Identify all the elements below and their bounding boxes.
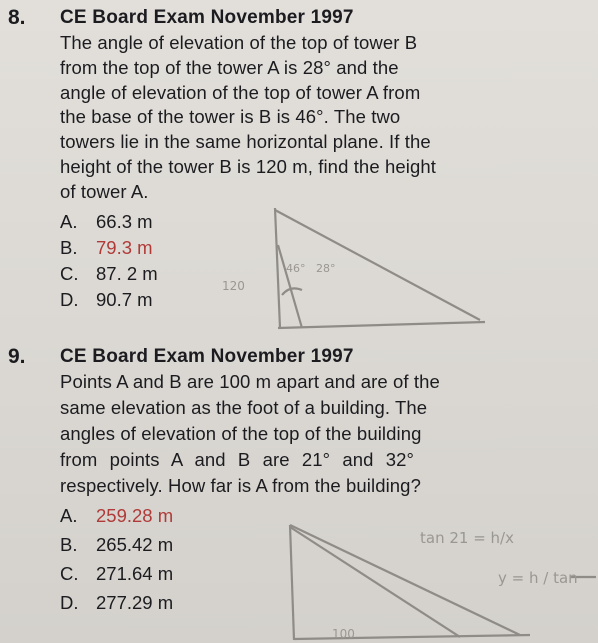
problem-text-line: height of the tower B is 120 m, find the height — [60, 156, 436, 177]
choice-a[interactable] — [60, 505, 173, 527]
sketch-line — [278, 322, 485, 328]
choice-value: 79.3 m — [96, 237, 153, 258]
problem-text-line: angle of elevation of the top of tower A from — [60, 82, 421, 103]
problem-text-line: angles of elevation of the top of the building — [60, 423, 422, 444]
problem-text-line: respectively. How far is A from the building? — [60, 475, 421, 496]
choice-value: 66.3 m — [96, 211, 153, 232]
problem-text-line: Points A and B are 100 m apart and are of the — [60, 371, 440, 392]
choice-letter: C. — [60, 563, 79, 584]
choice-letter: B. — [60, 534, 78, 555]
choice-b[interactable] — [60, 237, 153, 259]
choice-letter: C. — [60, 263, 79, 284]
choice-value: 277.29 m — [96, 592, 174, 613]
sketch-label: 46° — [286, 262, 306, 275]
problem-text-line: towers lie in the same horizontal plane. If the — [60, 131, 431, 152]
sketch-line — [278, 245, 302, 328]
pencil-sketch-building — [270, 505, 596, 643]
pencil-sketch-triangle — [222, 200, 500, 340]
problem-header: CE Board Exam November 1997 — [60, 346, 354, 367]
problem-text-line: of tower A. — [60, 181, 149, 202]
problem-text-line: same elevation as the foot of a building. The — [60, 397, 428, 418]
sketch-line — [290, 525, 294, 640]
sketch-label: 28° — [316, 262, 336, 275]
choice-letter: D. — [60, 289, 79, 310]
choice-c[interactable] — [60, 263, 158, 285]
sketch-label: tan 21 = h/x — [420, 529, 514, 547]
choice-letter: D. — [60, 592, 79, 613]
choice-value: 90.7 m — [96, 289, 153, 310]
choice-b[interactable] — [60, 534, 173, 556]
choice-d[interactable] — [60, 592, 173, 614]
choice-a[interactable] — [60, 211, 153, 233]
choice-letter: B. — [60, 237, 78, 258]
problem-header: CE Board Exam November 1997 — [60, 7, 354, 28]
sketch-line — [275, 208, 280, 328]
choice-letter: A. — [60, 505, 78, 526]
choice-d[interactable] — [60, 289, 153, 311]
choice-letter: A. — [60, 211, 78, 232]
choice-value: 265.42 m — [96, 534, 174, 555]
problem-text-line: The angle of elevation of the top of tower B — [60, 32, 418, 53]
problem-number: 8. — [8, 6, 26, 29]
problem-text-line: from points A and B are 21° and 32° — [60, 449, 415, 470]
sketch-label: y = h / tan — [498, 569, 578, 587]
choice-value: 259.28 m — [96, 505, 174, 526]
choice-value: 87. 2 m — [96, 263, 158, 284]
sketch-line — [275, 210, 480, 320]
sketch-label: 100 — [332, 627, 355, 641]
sketch-label: 120 — [222, 279, 245, 293]
problem-number: 9. — [8, 345, 26, 368]
sketch-line — [294, 635, 530, 639]
problem-text-line: from the top of the tower A is 28° and the — [60, 57, 399, 78]
problem-text-line: the base of the tower is B is 46°. The two — [60, 106, 401, 127]
choice-c[interactable] — [60, 563, 173, 585]
choice-value: 271.64 m — [96, 563, 174, 584]
